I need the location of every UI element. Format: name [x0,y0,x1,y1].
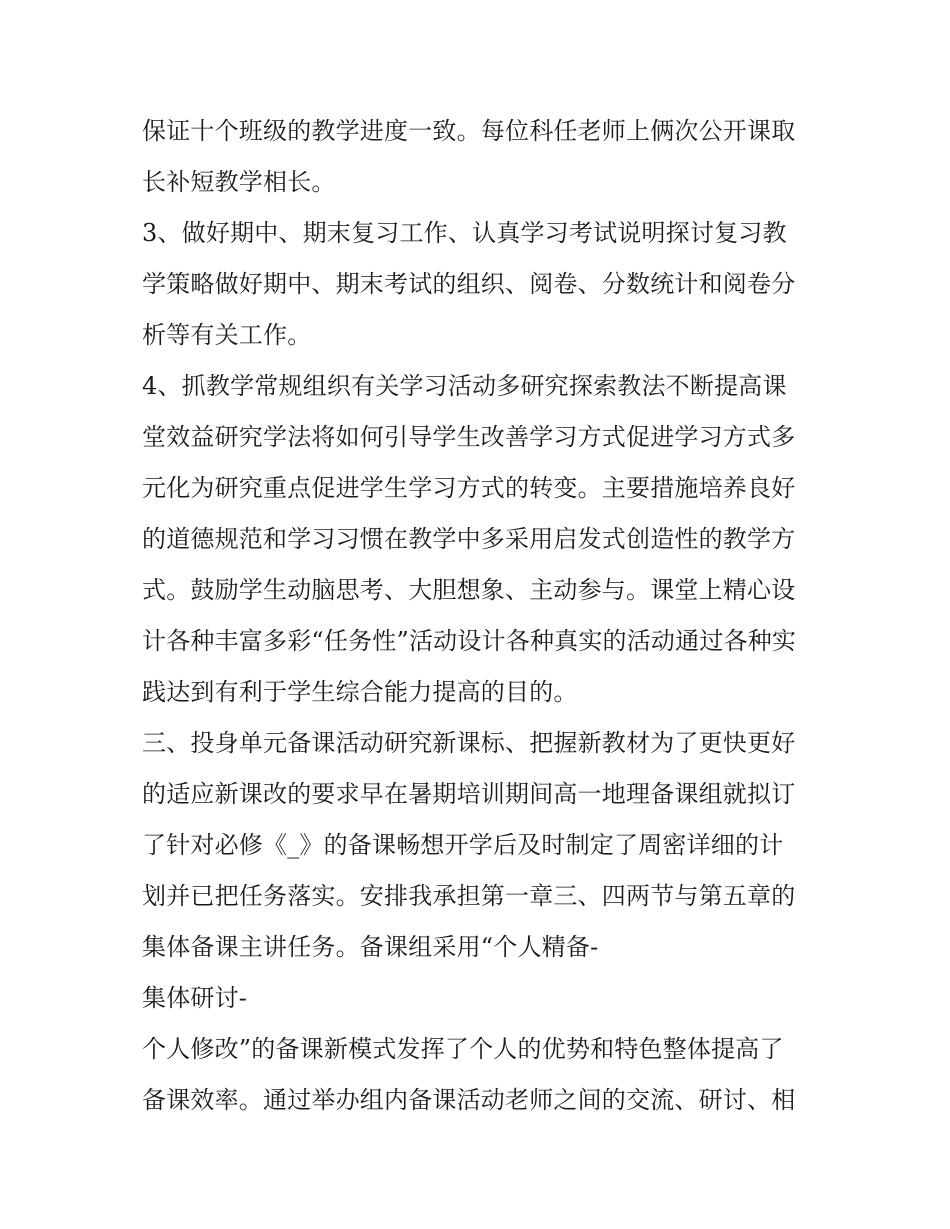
text-line: 学策略做好期中、期末考试的组织、阅卷、分数统计和阅卷分 [142,270,796,298]
text-line: 长补短教学相长。 [142,168,336,196]
text-line: 的适应新课改的要求早在暑期培训期间高一地理备课组就拟订 [142,780,796,808]
text-line: 3、做好期中、期末复习工作、认真学习考试说明探讨复习教 [142,219,787,247]
text-line: 的道德规范和学习习惯在教学中多采用启发式创造性的教学方 [142,525,796,553]
text-line: 三、投身单元备课活动研究新课标、把握新教材为了更快更好 [142,729,796,757]
text-line: 保证十个班级的教学进度一致。每位科任老师上俩次公开课取 [142,117,796,145]
text-line: 4、抓教学常规组织有关学习活动多研究探索教法不断提高课 [142,372,787,400]
text-line: 了针对必修《_》的备课畅想开学后及时制定了周密详细的计 [142,831,784,859]
text-line: 堂效益研究学法将如何引导学生改善学习方式促进学习方式多 [142,423,796,451]
text-line: 集体研讨- [142,984,248,1012]
text-line: 析等有关工作。 [142,321,312,349]
text-line: 集体备课主讲任务。备课组采用“个人精备- [142,933,599,961]
text-line: 备课效率。通过举办组内备课活动老师之间的交流、研讨、相 [142,1086,796,1114]
text-line: 元化为研究重点促进学生学习方式的转变。主要措施培养良好 [142,474,796,502]
text-line: 个人修改”的备课新模式发挥了个人的优势和特色整体提高了 [142,1035,784,1063]
text-line: 式。鼓励学生动脑思考、大胆想象、主动参与。课堂上精心设 [142,576,796,604]
text-line: 践达到有利于学生综合能力提高的目的。 [142,678,578,706]
document-body [142,106,822,1126]
text-line: 划并已把任务落实。安排我承担第一章三、四两节与第五章的 [142,882,796,910]
text-line: 计各种丰富多彩“任务性”活动设计各种真实的活动通过各种实 [142,627,797,655]
